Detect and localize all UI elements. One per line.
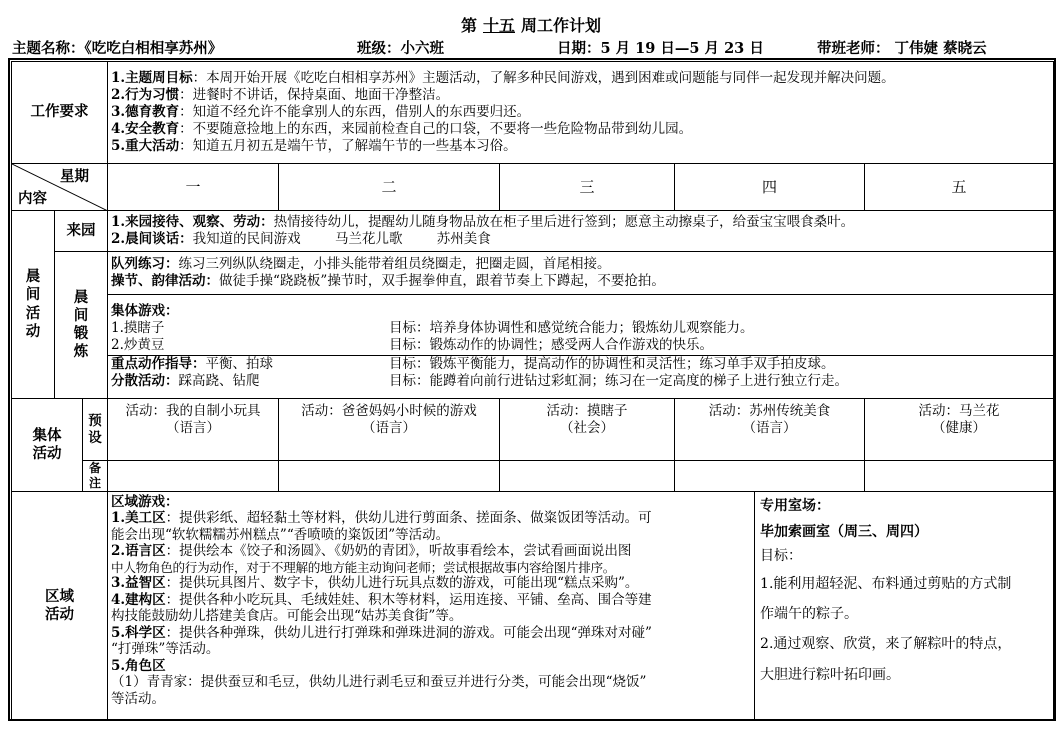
activity-fri: 活动：马兰花 （健康） [865, 399, 1054, 461]
game-item: 1.摸瞎子 目标：培养身体协调性和感觉统合能力；锻炼幼儿观察能力。 [111, 320, 754, 337]
requirements-row [12, 62, 1054, 164]
day-tue: 二 [279, 164, 500, 211]
requirements-list: 1.主题周目标：本周开始开展《吃吃白相相享苏州》主题活动，了解多种民间游戏，遇到困难或问题能与同伴一起发现并解决问题。 2.行为习惯：进餐时不讲话，保持桌面、地面干净整洁。 3.德育教育：知道不经允许不能拿别人的东西，借别人的东西要归还。 4.安全教育：不要随意捡地上的东西，来园前检查自己的口袋，不要将一些危险物品带到幼儿园。 5.重大活动：知道五月初五是端午节，了解端午节的一些基本习俗。 [108, 62, 1054, 164]
exercise-label: 晨间锻炼 [55, 252, 108, 399]
special-room: 专用室场： 毕加索画室（周三、周四） 目标： 1.能利用超轻泥、布料通过剪贴的方式制 作端午的粽子。 2.通过观察、欣赏，来了解粽叶的特点， 大胆进行粽叶拓印画。 [755, 492, 1054, 721]
activity-mon: 活动：我的自制小玩具 （语言） [108, 399, 279, 461]
day-wed: 三 [500, 164, 675, 211]
drill-content: 队列练习：练习三列纵队绕圈走，小排头能带着组员绕圈走，把圈走圆，首尾相接。 操节、韵律活动：做徒手操“跷跷板”操节时，双手握拳伸直，跟着节奏上下蹲起，不要抢拍。 [108, 252, 1054, 295]
games-content: 集体游戏： 1.摸瞎子 目标：培养身体协调性和感觉统合能力；锻炼幼儿观察能力。 2.炒黄豆 目标：锻炼动作的协调性；感受两人合作游戏的快乐。 重点动作指导：平衡、拍球 目标：锻炼平衡能力，提高动作的协调性和灵活性；练习单手双手拍皮球。 分散活动：踩高跷、钻爬 目标：能蹲着向前行进钻过彩虹洞；练习在一定高度的梯子上进行独立行走。 [108, 295, 1054, 399]
area-games: 区域游戏： 1.美工区：提供彩纸、超轻黏土等材料，供幼儿进行剪面条、搓面条、做粢饭团等活动。可 能会出现“软软糯糯苏州糕点”“香喷喷的粢饭团”等活动。 2.语言区：提供绘本《饺子和汤圆》、《奶奶的青团》，听故事看绘本，尝试看画面说出图 中人物角色的行为动作，对于不理解的地方能主动询问老师；尝试根据故事内容给图片排序。 3.益智区：提供玩具图片、数字卡，供幼儿进行玩具点数的游戏，可能出现“糕点采购”。 4.建构区：提供各种小吃玩具、毛绒娃娃、积木等材料，运用连接、平铺、垒高、围合等建 构技能鼓励幼儿搭建美食店。可能会出现“姑苏美食街”等。 5.科学区：提供各种弹珠，供幼儿进行打弹珠和弹珠进洞的游戏。可能会出现“弹珠对对碰” “打弹珠”等活动。 5.角色区 （1）青青家：提供蚕豆和毛豆，供幼儿进行剥毛豆和蚕豆并进行分类，可能会出现“烧饭” 等活动。 [108, 492, 755, 721]
games-row [12, 295, 1054, 399]
group-row [12, 399, 1054, 461]
date-range: 日期：5 月 19 日—5 月 23 日 [557, 40, 764, 57]
week-number: 十五 [482, 16, 515, 35]
area-label: 区域活动 [12, 492, 108, 721]
info-line [12, 37, 1057, 57]
page-title: 第 十五 周工作计划 [460, 16, 602, 35]
teachers: 带班老师： 丁伟婕 蔡晓云 [817, 40, 987, 57]
group-label: 集体活动 [12, 399, 83, 492]
header-content: 内容 [18, 189, 47, 207]
morning-label: 晨间活动 [12, 211, 55, 399]
requirements-label: 工作要求 [12, 62, 108, 164]
class-name: 班级：小六班 [357, 40, 444, 57]
drill-row [12, 252, 1054, 295]
activity-tue: 活动：爸爸妈妈小时候的游戏 （语言） [279, 399, 500, 461]
arrival-row [12, 211, 1054, 252]
note-thu [675, 461, 865, 492]
header-row [12, 164, 1054, 211]
activity-thu: 活动：苏州传统美食 （语言） [675, 399, 865, 461]
note-fri [865, 461, 1054, 492]
theme-name: 主题名称：《吃吃白相相享苏州》 [12, 40, 223, 57]
note-row [12, 461, 1054, 492]
activity-wed: 活动：摸瞎子 （社会） [500, 399, 675, 461]
preset-label: 预设 [83, 399, 108, 461]
arrival-content: 1.来园接待、观察、劳动：热情接待幼儿，提醒幼儿随身物品放在柜子里后进行签到；愿意主动擦桌子，给蚕宝宝喂食桑叶。 2.晨间谈话：我知道的民间游戏 马兰花儿歌 苏州美食 [108, 211, 1054, 252]
area-row [12, 492, 1054, 721]
week-content-header [12, 164, 108, 211]
game-item: 2.炒黄豆 目标：锻炼动作的协调性；感受两人合作游戏的快乐。 [108, 337, 1053, 356]
day-thu: 四 [675, 164, 865, 211]
note-wed [500, 461, 675, 492]
note-mon [108, 461, 279, 492]
header-week: 星期 [60, 168, 90, 185]
day-mon: 一 [108, 164, 279, 211]
day-fri: 五 [865, 164, 1054, 211]
arrival-label: 来园 [55, 211, 108, 252]
plan-table [11, 61, 1054, 721]
note-label: 备注 [83, 461, 108, 492]
note-tue [279, 461, 500, 492]
